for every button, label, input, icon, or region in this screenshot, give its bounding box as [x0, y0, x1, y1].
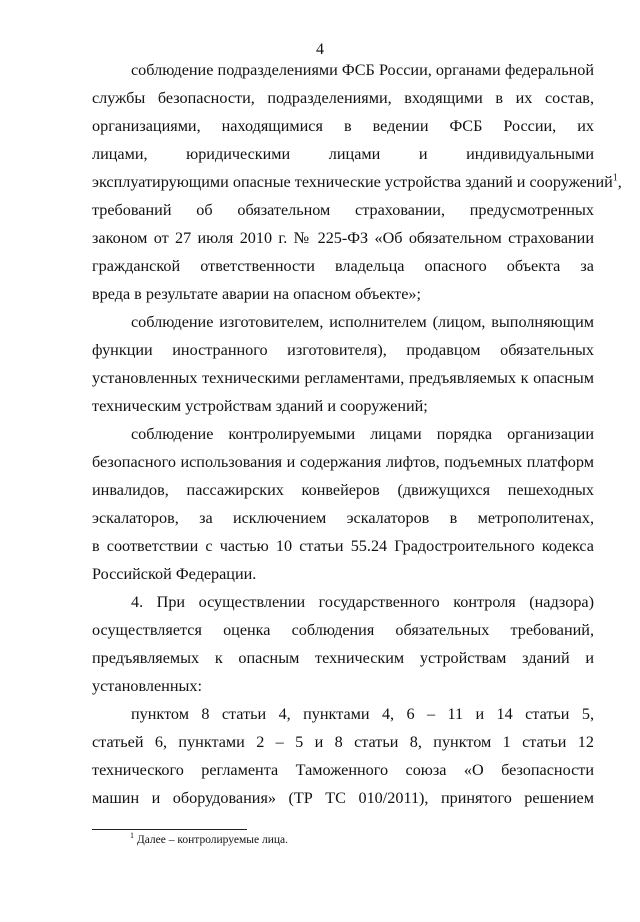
text-line: 4. При осуществлении государственного контроля (надзора) [131, 593, 594, 611]
text-line: машин и оборудования» (ТР ТС 010/2011), принятого решением [92, 789, 594, 807]
text-line: эскалаторов, за исключением эскалаторов в метрополитенах, [92, 509, 594, 527]
text-line: соблюдение контролируемыми лицами порядка организации [131, 425, 594, 443]
page-number: 4 [316, 41, 324, 58]
footnote-divider [92, 829, 247, 830]
text-line: техническим устройствам зданий и сооружений; [92, 397, 428, 415]
text-line: в соответствии с частью 10 статьи 55.24 Градостроительного кодекса [92, 537, 594, 555]
text-line: лицами, юридическими лицами и индивидуальными [92, 145, 594, 163]
text-line: функции иностранного изготовителя), продавцом обязательных [92, 341, 594, 359]
footnote-text: Далее – контролируемые лица. [134, 834, 288, 846]
text-line: организациями, находящимися в ведении ФСБ России, их [92, 117, 594, 135]
text-line: Российской Федерации. [92, 565, 257, 583]
text-line: службы безопасности, подразделениями, входящими в их состав, [92, 89, 594, 107]
text-line: требований об обязательном страховании, предусмотренных [92, 201, 594, 219]
text-line: пунктом 8 статьи 4, пунктами 4, 6 – 11 и 14 статьи 5, [131, 705, 594, 723]
text-line [92, 172, 622, 192]
text-span: эксплуатирующими опасные технические устройства зданий и сооружений [92, 173, 613, 191]
text-span: , [617, 173, 622, 191]
text-line: статьей 6, пунктами 2 – 5 и 8 статьи 8, пунктом 1 статьи 12 [92, 733, 594, 751]
text-line: соблюдение изготовителем, исполнителем (лицом, выполняющим [131, 313, 594, 331]
footnote-marker: 1 [130, 831, 134, 841]
text-line: осуществляется оценка соблюдения обязательных требований, [92, 621, 594, 639]
text-line: безопасного использования и содержания лифтов, подъемных платформ [92, 453, 594, 471]
text-line: гражданской ответственности владельца опасного объекта за [92, 257, 594, 275]
footnote [130, 833, 288, 847]
text-line: инвалидов, пассажирских конвейеров (движущихся пешеходных [92, 481, 594, 499]
text-line: установленных техническими регламентами, предъявляемых к опасным [92, 369, 594, 387]
text-line: законом от 27 июля 2010 г. № 225-ФЗ «Об обязательном страховании [92, 229, 594, 247]
text-line: вреда в результате аварии на опасном объекте»; [92, 285, 421, 303]
text-line: технического регламента Таможенного союза «О безопасности [92, 761, 594, 779]
text-line: соблюдение подразделениями ФСБ России, органами федеральной [131, 61, 594, 79]
footnote-reference: 1 [612, 172, 618, 184]
text-line: предъявляемых к опасным техническим устройствам зданий и [92, 649, 594, 667]
text-line: установленных: [92, 677, 202, 695]
